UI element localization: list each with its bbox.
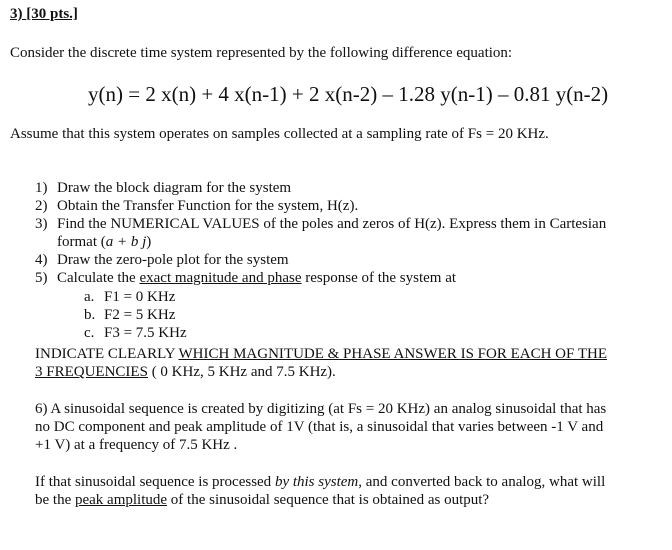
task-number: 3) <box>35 216 48 232</box>
peak-amplitude-underlined: peak amplitude <box>74 492 168 508</box>
task-text-post: response of the system at <box>301 270 457 286</box>
indicate-line-2 <box>35 363 336 381</box>
frequency-value: F3 = 7.5 KHz <box>104 325 187 341</box>
task-item-1 <box>35 179 291 197</box>
difference-equation: y(n) = 2 x(n) + 4 x(n-1) + 2 x(n-2) – 1.28 y(n-1) – 0.81 y(n-2) <box>88 82 609 106</box>
part6-line-2: no DC component and peak amplitude of 1V (that is, a sinusoidal that varies between -1 V and <box>35 419 604 435</box>
task-text: Find the NUMERICAL VALUES of the poles and zeros of H(z). Express them in Cartesian <box>57 216 607 232</box>
question-italic: by this system <box>274 474 359 490</box>
format-prefix: format ( <box>57 234 106 250</box>
part6-line-1: 6) A sinusoidal sequence is created by digitizing (at Fs = 20 KHz) an analog sinusoidal that has <box>35 401 607 417</box>
indicate-underlined-2: 3 FREQUENCIES <box>35 364 148 380</box>
question2-prefix: be the <box>35 492 75 508</box>
indicate-suffix: ( 0 KHz, 5 KHz and 7.5 KHz). <box>147 364 336 380</box>
task-number: 1) <box>35 180 48 196</box>
task-text-underlined: exact magnitude and phase <box>139 270 302 286</box>
task-text: Draw the block diagram for the system <box>57 180 292 196</box>
task-number: 2) <box>35 198 48 214</box>
task-item-5 <box>35 269 456 287</box>
frequency-label: c. <box>84 325 95 341</box>
problem-number: 3) <box>10 6 23 22</box>
problem-intro: Consider the discrete time system represented by the following difference equation: <box>10 45 513 61</box>
frequency-item-c <box>84 324 187 342</box>
frequency-label: a. <box>84 289 95 305</box>
indicate-line-1 <box>35 345 607 363</box>
cartesian-formula: a + b j <box>105 234 147 250</box>
task-text: Obtain the Transfer Function for the system, H(z). <box>57 198 359 214</box>
frequency-value: F1 = 0 KHz <box>104 289 176 305</box>
problem-header <box>10 5 78 23</box>
task-number: 5) <box>35 270 48 286</box>
task-text-pre: Calculate the <box>57 270 140 286</box>
task-item-4 <box>35 251 289 269</box>
task-item-2 <box>35 197 358 215</box>
question-prefix: If that sinusoidal sequence is processed <box>35 474 275 490</box>
part6-question-line-1 <box>35 473 605 491</box>
question2-suffix: of the sinusoidal sequence that is obtained as output? <box>167 492 490 508</box>
format-suffix: ) <box>146 234 152 250</box>
task-item-3-continuation <box>57 233 151 251</box>
indicate-prefix: INDICATE CLEARLY <box>35 346 179 362</box>
indicate-underlined-1: WHICH MAGNITUDE & PHASE ANSWER IS FOR EACH OF THE <box>178 346 607 362</box>
part6-line-3: +1 V) at a frequency of 7.5 KHz . <box>35 437 238 453</box>
frequency-value: F2 = 5 KHz <box>104 307 176 323</box>
problem-points: [30 pts.] <box>26 6 78 22</box>
task-text: Draw the zero-pole plot for the system <box>57 252 289 268</box>
part6-question-line-2 <box>35 491 489 509</box>
frequency-item-a <box>84 288 175 306</box>
task-number: 4) <box>35 252 48 268</box>
task-item-3 <box>35 215 606 233</box>
frequency-label: b. <box>84 307 96 323</box>
sampling-assumption: Assume that this system operates on samples collected at a sampling rate of Fs = 20 KHz. <box>10 126 549 142</box>
frequency-item-b <box>84 306 175 324</box>
question-suffix: , and converted back to analog, what will <box>358 474 606 490</box>
